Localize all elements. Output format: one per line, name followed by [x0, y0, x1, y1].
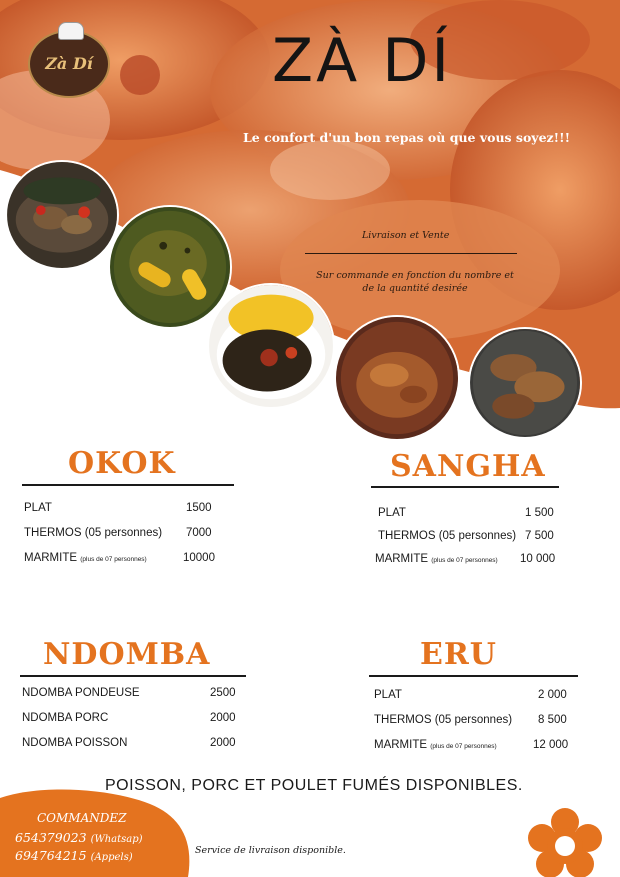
menu-item-label: THERMOS (05 personnes): [378, 530, 517, 542]
section-title-ndomba: NDOMBA: [43, 637, 211, 672]
phone-calls-note: (Appels): [90, 852, 133, 863]
section-divider: [371, 486, 559, 488]
order-note-line1: Sur commande en fonction du nombre et: [316, 270, 514, 281]
menu-item-note: (plus de 07 personnes): [80, 556, 147, 563]
order-note: [298, 269, 532, 295]
menu-item-price: 7000: [186, 527, 212, 539]
menu-item-label: [24, 552, 147, 564]
phone-whatsapp-number[interactable]: 654379023: [15, 830, 87, 845]
menu-item-label: THERMOS (05 personnes): [374, 714, 513, 726]
corn-stew-plate: [108, 205, 232, 329]
chef-hat-icon: [58, 22, 84, 40]
menu-item-name: MARMITE: [375, 553, 432, 565]
menu-item-label: NDOMBA PONDEUSE: [22, 687, 140, 699]
menu-item-price: 1 500: [525, 507, 554, 519]
section-title-sangha: SANGHA: [390, 449, 546, 484]
menu-item-price: 8 500: [538, 714, 567, 726]
brand-logo: [28, 30, 110, 98]
phone-whatsapp[interactable]: [15, 830, 143, 845]
menu-item-label: NDOMBA POISSON: [22, 737, 128, 749]
phone-whatsapp-note: (Whatsap): [90, 834, 143, 845]
menu-item-price: 2000: [210, 712, 236, 724]
menu-item-label: [374, 739, 497, 751]
menu-item-label: THERMOS (05 personnes): [24, 527, 163, 539]
menu-item-label: PLAT: [374, 689, 402, 701]
menu-item-price: 1500: [186, 502, 212, 514]
grilled-chicken-plate: [468, 327, 582, 439]
menu-item-price: 2000: [210, 737, 236, 749]
menu-item-label: PLAT: [378, 507, 406, 519]
delivery-service-note: Service de livraison disponible.: [195, 845, 346, 856]
order-note-line2: de la quantité desirée: [362, 283, 468, 294]
delivery-label: Livraison et Vente: [362, 230, 450, 241]
menu-item-price: 10000: [183, 552, 215, 564]
sauce-plate: [334, 315, 460, 441]
logo-text: Zà Dí: [45, 54, 93, 73]
section-divider: [20, 675, 246, 677]
order-label: COMMANDEZ: [37, 811, 127, 825]
menu-item-label: PLAT: [24, 502, 52, 514]
phone-calls[interactable]: [15, 848, 133, 863]
section-divider: [369, 675, 578, 677]
section-title-eru: ERU: [420, 637, 497, 672]
menu-item-price: 12 000: [533, 739, 569, 751]
section-title-okok: OKOK: [68, 446, 176, 481]
section-divider: [22, 484, 234, 486]
menu-item-note: (plus de 07 personnes): [430, 743, 497, 750]
divider: [305, 253, 517, 254]
menu-item-label: NDOMBA PORC: [22, 712, 109, 724]
page-title: ZÀ DÍ: [272, 26, 453, 96]
availability-note: POISSON, PORC ET POULET FUMÉS DISPONIBLES.: [105, 777, 523, 794]
menu-item-name: MARMITE: [374, 739, 431, 751]
menu-item-note: (plus de 07 personnes): [431, 557, 498, 564]
menu-item-price: 2500: [210, 687, 236, 699]
menu-item-price: 10 000: [520, 553, 556, 565]
menu-item-price: 7 500: [525, 530, 554, 542]
menu-item-label: [375, 553, 498, 565]
phone-calls-number[interactable]: 694764215: [15, 848, 87, 863]
menu-item-price: 2 000: [538, 689, 567, 701]
flower-icon: [526, 808, 604, 877]
couscous-sauce-plate: [207, 283, 335, 409]
menu-item-name: MARMITE: [24, 552, 81, 564]
slogan: Le confort d'un bon repas où que vous soyez!!!: [243, 130, 571, 145]
grilled-meat-plate: [5, 160, 119, 270]
